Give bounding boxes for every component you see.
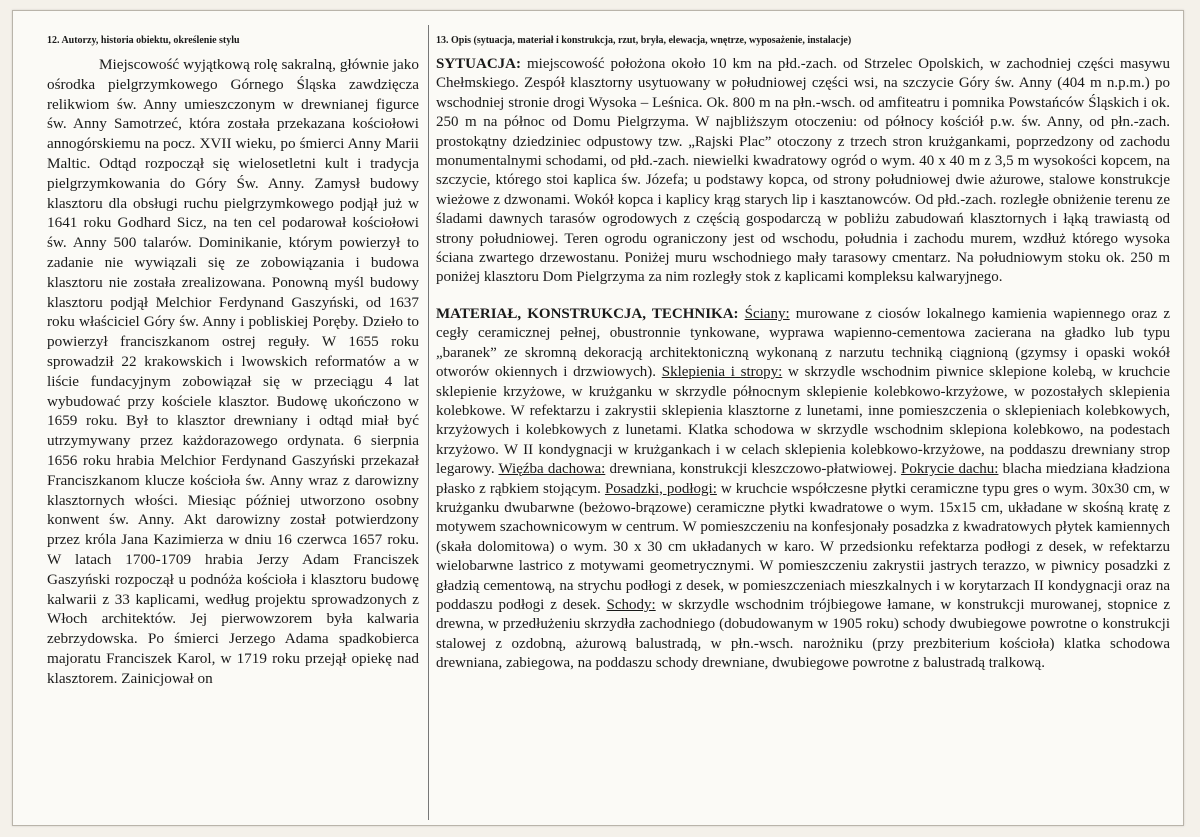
- situation-text: miejscowość położona około 10 km na płd.-zach. od Strzelec Opolskich, w zachodniej części masywu Chełmskiego. Zespół klasztorny usytuowany w południowej części wsi, na szczycie Góry św. Anny (404 m n.p.m.) po wschodniej stronie drogi Wysoka – Leśnica. Ok. 800 m na płn.-wsch. od amfiteatru i pomnika Powstańców Śląskich i ok. 250 m na północ od Domu Pielgrzyma. W najbliższym otoczeniu: od północy kościół p.w. św. Anny, od płn.-zach. prostokątny dziedziniec odpustowy tzw. „Rajski Plac” otoczony z trzech stron krużgankami, poprzedzony od zachodu monumentalnymi schodami, od płd.-zach. niewielki kwadratowy ogród o wym. 40 x 40 m z 3,5 m wysokości kopcem, na szczycie, którego stoi kaplica św. Józefa; u podstawy kopca, od strony południowej dwie ażurowe, stalowe konstrukcje wieżowe z dzwonami. Wokół kopca i kaplicy krąg starych lip i kasztanowców. Od płd.-zach. rozległe obniżenie terenu ze śladami dawnych tarasów ogrodowych z częścią gospodarczą w pobliżu zabudowań klasztornych i łąką trawiastą od strony południowej. Teren ogrodu ograniczony jest od wschodu, południa i zachodu murem, wzdłuż którego wysoka ściana zwartego drzewostanu. Poniżej muru wschodniego mały tarasowy cmentarz. Na południowym stoku ok. 250 m poniżej klasztoru Dom Pielgrzyma za nim rozległy stok z kaplicami kompleksu kalwaryjnego.: [436, 56, 1170, 286]
- truss-label: Więźba dachowa:: [498, 461, 606, 478]
- history-text: Miejscowość wyjątkową rolę sakralną, głównie jako ośrodka pielgrzymkowego Górnego Śląska zawdzięcza relikwiom św. Anny umieszczonym w drewnianej figurce św. Anny Samotrzeć, która została przekazana kościołowi annogórskiemu na pocz. XVII wieku, po śmierci Anny Marii Maltic. Odtąd rozpoczął się wielosetletni kult i tradycja pielgrzymkowania do Góry Św. Anny. Zamysł budowy klasztoru dla obsługi ruchu pielgrzymkowego podjął już w 1641 roku Godhard Sicz, na ten cel podarował kościołowi św. Anny 500 talarów. Dominikanie, którym powierzył to zadanie nie wywiązali się ze zobowiązania i budowa klasztoru nie została zrealizowana. Ponowną myśl budowy klasztoru podjął Melchior Ferdynand Gaszyński, od 1637 roku właściciel Góry św. Anny i pobliskiej Poręby. Dzieło to powierzył franciszkanom ostrej reguły. W 1655 roku sprowadził 22 krakowskich i lwowskich reformatów a w liście fundacyjnym zobowiązał się w przeciągu 4 lat wybudować przy kościele klasztor. Budowę ukończono w 1659 roku. Był to klasztor drewniany i odtąd miał być utrzymywany przez każdorazowego ordynata. 6 sierpnia 1656 roku hrabia Melchior Ferdynand Gaszyński przekazał Franciszkanom klucze kościoła św. Anny wraz z darowizny klasztornych włości. Miesiąc później utworzono osobny konwent św. Anny. Akt darowizny został potwierdzony przez króla Jana Kazimierza w dniu 16 czerwca 1657 roku. W latach 1700-1709 hrabia Jerzy Adam Franciszek Gaszyński rozpoczął u podnóża kościoła i klasztoru budowę kalwarii z 33 kaplicami, według projektu sprowadzonych z Włoch architektów. Jej pierwowzorem była kalwaria zebrzydowska. Po śmierci Jerzego Adama spadkobierca majoratu Franciszek Karol, w 1719 roku przejął opiekę nad klasztorem. Zainicjował on: [47, 56, 419, 687]
- floors-label: Posadzki, podłogi:: [604, 480, 717, 497]
- description-heading: 13. Opis (sytuacja, materiał i konstrukcja, rzut, bryła, elewacja, wnętrze, wyposażenie, instalacje): [436, 35, 852, 46]
- truss-text: drewniana, konstrukcji kleszczowo-płatwiowej.: [605, 461, 901, 478]
- situation-paragraph: [436, 55, 1170, 288]
- history-column: [47, 35, 419, 689]
- document-sheet: [12, 10, 1184, 826]
- description-column: [436, 35, 1170, 674]
- floors-text: w kruchcie współczesne płytki ceramiczne typu gres o wym. 30x30 cm, w krużganku dwubarwne (beżowo-brązowe) ceramiczne płytki kwadratowe o wym. 15x15 cm, układane w skośną kratę z motywem szachownicowym w centrum. W pomieszczeniu na konfesjonały posadzka z kwadratowych płytek kamiennych (skała dolomitowa) o wym. 30 x 30 cm układanych w karo. W przedsionku refektarza podłogi z desek, w refektarzu wielobarwne lastrico z motywami geometrycznymi. W pomieszczeniu zakrystii jastrych terazzo, w piwnicy posadzki z gładzią cementową, na strychu podłogi z desek, w pomieszczeniach mieszkalnych i w korytarzach II kondygnacji oraz na poddaszu podłogi z desek.: [436, 480, 1170, 613]
- stairs-label: Schody:: [606, 596, 656, 613]
- column-divider: [428, 25, 429, 820]
- walls-label: Ściany:: [744, 305, 790, 322]
- stairs-text: w skrzydle wschodnim trójbiegowe łamane, w konstrukcji murowanej, stopnice z drewna, w przedłużeniu skrzydła zachodniego (dobudowanym w 1905 roku) schody dwubiegowe powrotne o konstrukcji stalowej z ozdobną, ażurową balustradą, w płn.-wsch. narożniku (przy prezbiterium kościoła) klatka schodowa drewniana, zabiegowa, na poddaszu schody drewniane, dwubiegowe powrotne z balustradą tralkową.: [436, 596, 1170, 672]
- material-label: MATERIAŁ, KONSTRUKCJA, TECHNIKA:: [436, 305, 739, 322]
- walls-text: murowane z ciosów lokalnego kamienia wapiennego oraz z cegły ceramicznej pełnej, obustronnie tynkowane, wyprawa wapienno-cementowa zacierana na gładko lub typu „baranek” ze skromną dekoracją architektoniczną wykonaną z narzutu techniką ciągnioną (gzymsy i opaski wokół otworów okiennych i drzwiowych).: [436, 305, 1171, 381]
- roof-label: Pokrycie dachu:: [900, 461, 999, 478]
- vaults-label: Sklepienia i stropy:: [661, 364, 783, 381]
- history-heading: 12. Autorzy, historia obiektu, określenie stylu: [47, 35, 240, 46]
- material-paragraph: [436, 305, 1170, 674]
- vaults-text: w skrzydle wschodnim piwnice sklepione kolebą, w kruchcie sklepienie krzyżowe, w krużganku w skrzydle północnym sklepienie kolebkowo-krzyżowe, w pozostałych sklepienia kolebkowe. W refektarzu i zakrystii sklepienia klasztorne z lunetami, inne pomieszczenia o sklepieniach kolebkowych, krzyżowych i kolebkowych z lunetami. Klatka schodowa w skrzydle wschodnim sklepiona kolebkowo, na podestach krzyżowo. W II kondygnacji w krużgankach i w celach sklepienia kolebkowo-krzyżowe, na poddaszu drewniany strop legarowy.: [436, 364, 1171, 478]
- roof-text: blacha miedziana kładziona płasko z rąbkiem stojącym.: [436, 461, 1170, 497]
- situation-label: SYTUACJA:: [436, 56, 522, 72]
